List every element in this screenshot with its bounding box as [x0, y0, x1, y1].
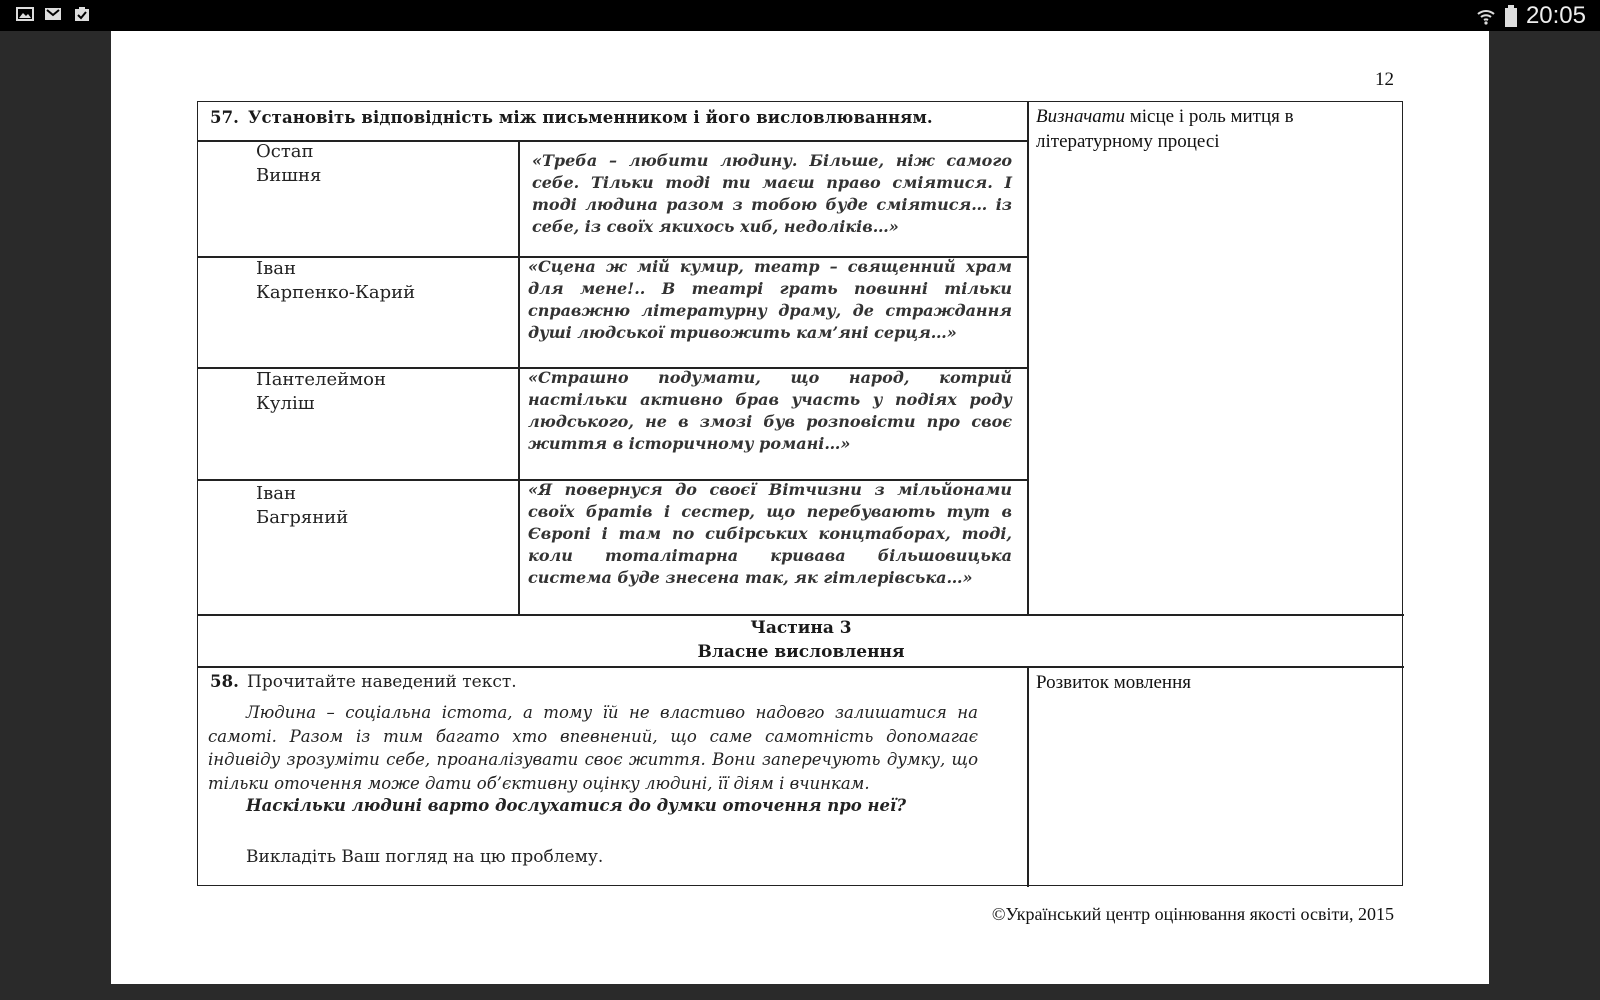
- q58-skill: Розвиток мовлення: [1036, 672, 1192, 693]
- document-page: [111, 31, 1489, 984]
- clock: 20:05: [1525, 1, 1586, 29]
- q57-prompt: Установіть відповідність між письменником і його висловлюванням.: [248, 108, 933, 127]
- q57-skill-italic: Визначати: [1036, 106, 1125, 127]
- column-divider-top: [1027, 102, 1029, 614]
- wifi-icon: [1476, 6, 1496, 26]
- quote-3: «Страшно подумати, що народ, котрий настільки активно брав участь у подіях роду людського, не в змозі був розповісти про своє життя в історичному романі…»: [528, 368, 1012, 453]
- q58-number: 58.: [210, 672, 240, 691]
- author-3-first: Пантелеймон: [256, 369, 386, 390]
- clipboard-check-icon: [73, 6, 91, 22]
- part3-title: Частина 3: [750, 618, 852, 638]
- q57-header-line: [198, 140, 1027, 142]
- part3-bottom-line: [198, 666, 1404, 668]
- page-number: 12: [1375, 69, 1394, 90]
- q58-passage: Людина – соціальна істота, а тому їй не властиво надовго залишатися на самоті. Разом із тим багато хто впевнений, що саме самотність допомагає індивіду зрозуміти себе, проаналізувати своє життя. Вони заперечують думку, що тільки оточення може дати об’єктивну оцінку людині, її діям і вчинкам.: [208, 703, 978, 793]
- q57-skill: [1036, 104, 1391, 154]
- assessment-table: [197, 101, 1403, 886]
- author-4-last: Багряний: [256, 507, 349, 528]
- quote-1: «Треба – любити людину. Більше, ніж самого себе. Тільки тоді ти маєш право сміятися. І тоді людина разом з тобою буде сміятися… із себе, із своїх якихось хиб, недоліків…»: [532, 151, 1012, 236]
- author-1: [256, 140, 321, 188]
- q58-prompt: Прочитайте наведений текст.: [247, 672, 517, 692]
- q57-skill-rest: місце і роль митця в літературному процесі: [1036, 106, 1294, 152]
- column-divider-bottom: [1027, 666, 1029, 887]
- author-4: [256, 482, 348, 530]
- author-2-first: Іван: [256, 258, 296, 279]
- author-3-last: Куліш: [256, 393, 315, 414]
- author-3: [256, 368, 386, 416]
- status-right: [1476, 0, 1586, 31]
- author-4-first: Іван: [256, 483, 296, 504]
- image-icon: [16, 6, 34, 22]
- author-1-first: Остап: [256, 141, 314, 162]
- author-2-last: Карпенко-Карий: [256, 282, 416, 303]
- part3-subtitle: Власне висловлення: [697, 642, 905, 662]
- q57-number: 57.: [210, 108, 240, 127]
- author-1-last: Вишня: [256, 165, 322, 186]
- author-quote-divider: [518, 140, 520, 614]
- quote-2: «Сцена ж мій кумир, театр – священний храм для мене!.. В театрі грать повинні тільки справжню літературну драму, де страждання душі людської тривожить кам’яні серця…»: [528, 257, 1012, 342]
- copyright-footer: ©Український центр оцінювання якості освіти, 2015: [991, 904, 1394, 924]
- battery-icon: [1504, 5, 1518, 27]
- mail-icon: [44, 6, 62, 22]
- q58-question: Наскільки людині варто дослухатися до думки оточення про неї?: [246, 796, 906, 815]
- status-bar: [0, 0, 1600, 31]
- q58-instruction: Викладіть Ваш погляд на цю проблему.: [246, 847, 604, 867]
- author-2: [256, 257, 415, 305]
- part3-heading: [198, 616, 1404, 664]
- quote-4: «Я повернуся до своєї Вітчизни з мільйонами своїх братів і сестер, що перебувають тут в Європі і там по сибірських концтаборах, тоді, коли тоталітарна кривава більшовицька система буде знесена так, як гітлерівська…»: [528, 480, 1012, 587]
